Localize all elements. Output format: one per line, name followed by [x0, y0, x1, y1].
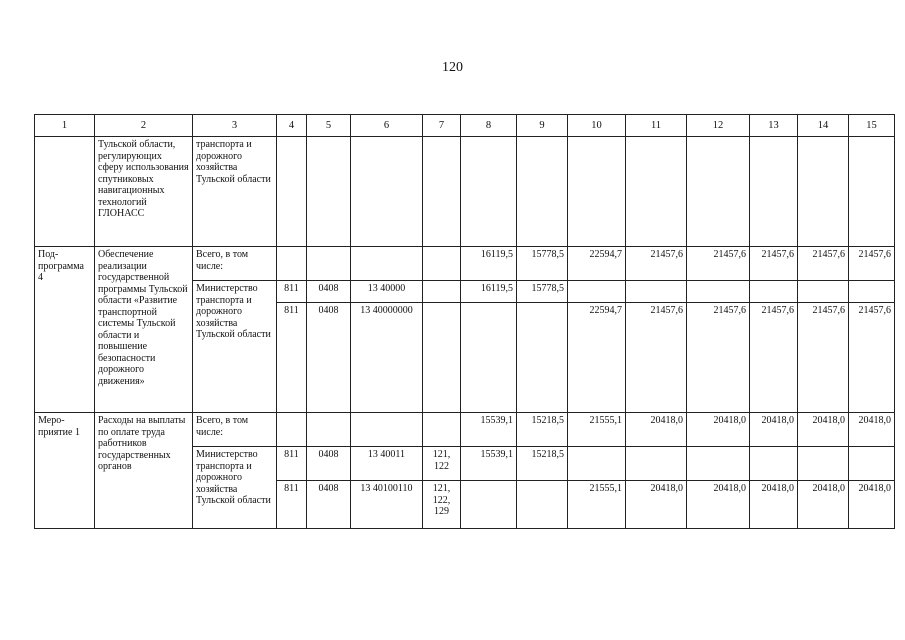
value-cell: 15539,1	[461, 447, 517, 481]
value-cell	[626, 447, 687, 481]
column-header: 12	[687, 115, 750, 137]
cell: 13 40011	[351, 447, 423, 481]
value-cell: 21457,6	[626, 247, 687, 281]
value-cell: 21555,1	[568, 481, 626, 529]
value-cell: 20418,0	[750, 413, 798, 447]
value-cell: 21457,6	[750, 303, 798, 413]
value-cell: 21457,6	[798, 247, 849, 281]
column-header: 4	[277, 115, 307, 137]
value-cell: 21457,6	[849, 247, 895, 281]
value-cell: 15778,5	[517, 281, 568, 303]
cell: 811	[277, 447, 307, 481]
column-header: 5	[307, 115, 351, 137]
value-cell: 21457,6	[750, 247, 798, 281]
column-header: 6	[351, 115, 423, 137]
value-cell: 22594,7	[568, 303, 626, 413]
cell: 811	[277, 481, 307, 529]
value-cell: 21457,6	[626, 303, 687, 413]
cell: 13 40000000	[351, 303, 423, 413]
value-cell	[461, 481, 517, 529]
value-cell	[849, 281, 895, 303]
value-cell: 15218,5	[517, 447, 568, 481]
column-header: 13	[750, 115, 798, 137]
value-cell	[750, 447, 798, 481]
subprogram-label: Под-программа 4	[35, 247, 95, 413]
column-header: 3	[193, 115, 277, 137]
column-header: 8	[461, 115, 517, 137]
value-cell: 21457,6	[849, 303, 895, 413]
subprogram-title: Обеспечение реализации государственной программы Тульской области «Развитие транспортной системы Тульской области и повышение безопасности дорожного движения»	[95, 247, 193, 413]
column-header: 2	[95, 115, 193, 137]
cell: 0408	[307, 303, 351, 413]
value-cell	[798, 447, 849, 481]
table-row	[35, 137, 895, 247]
value-cell	[517, 303, 568, 413]
value-cell: 20418,0	[849, 413, 895, 447]
value-cell	[798, 281, 849, 303]
cell: 121, 122	[423, 447, 461, 481]
value-cell	[750, 281, 798, 303]
value-cell: 16119,5	[461, 281, 517, 303]
value-cell: 21457,6	[798, 303, 849, 413]
cell	[35, 137, 95, 247]
value-cell: 21457,6	[687, 247, 750, 281]
cell: 13 40000	[351, 281, 423, 303]
column-header: 10	[568, 115, 626, 137]
cell: транспорта и дорожного хозяйства Тульской области	[193, 137, 277, 247]
value-cell	[517, 481, 568, 529]
value-cell: 15539,1	[461, 413, 517, 447]
budget-table	[34, 114, 895, 529]
value-cell: 15778,5	[517, 247, 568, 281]
value-cell: 20418,0	[687, 413, 750, 447]
measure-label: Меро-приятие 1	[35, 413, 95, 529]
value-cell	[626, 281, 687, 303]
cell: 811	[277, 303, 307, 413]
value-cell: 20418,0	[750, 481, 798, 529]
value-cell: 20418,0	[687, 481, 750, 529]
executor-cell: Министерство транспорта и дорожного хозяйства Тульской области	[193, 281, 277, 413]
total-label: Всего, в том числе:	[193, 413, 277, 447]
cell: 121, 122, 129	[423, 481, 461, 529]
cell: Тульской области, регулирующих сферу использования спутниковых навигационных технологий ГЛОНАСС	[95, 137, 193, 247]
executor-cell: Министерство транспорта и дорожного хозяйства Тульской области	[193, 447, 277, 529]
value-cell	[687, 447, 750, 481]
column-header: 7	[423, 115, 461, 137]
column-header: 9	[517, 115, 568, 137]
cell	[423, 281, 461, 303]
cell: 0408	[307, 481, 351, 529]
value-cell: 20418,0	[626, 413, 687, 447]
column-header: 14	[798, 115, 849, 137]
value-cell: 20418,0	[626, 481, 687, 529]
header-row	[35, 115, 895, 137]
cell	[423, 303, 461, 413]
measure-title: Расходы на выплаты по оплате труда работников государственных органов	[95, 413, 193, 529]
column-header: 1	[35, 115, 95, 137]
cell: 0408	[307, 447, 351, 481]
total-label: Всего, в том числе:	[193, 247, 277, 281]
value-cell	[687, 281, 750, 303]
column-header: 11	[626, 115, 687, 137]
cell: 811	[277, 281, 307, 303]
value-cell: 16119,5	[461, 247, 517, 281]
cell: 0408	[307, 281, 351, 303]
value-cell: 21457,6	[687, 303, 750, 413]
value-cell: 20418,0	[849, 481, 895, 529]
value-cell	[461, 303, 517, 413]
value-cell: 15218,5	[517, 413, 568, 447]
value-cell: 22594,7	[568, 247, 626, 281]
value-cell: 20418,0	[798, 413, 849, 447]
table-row	[35, 247, 895, 281]
value-cell: 20418,0	[798, 481, 849, 529]
table-row	[35, 413, 895, 447]
cell: 13 40100110	[351, 481, 423, 529]
value-cell	[849, 447, 895, 481]
value-cell: 21555,1	[568, 413, 626, 447]
column-header: 15	[849, 115, 895, 137]
value-cell	[568, 447, 626, 481]
value-cell	[568, 281, 626, 303]
page-number: 120	[442, 60, 463, 75]
